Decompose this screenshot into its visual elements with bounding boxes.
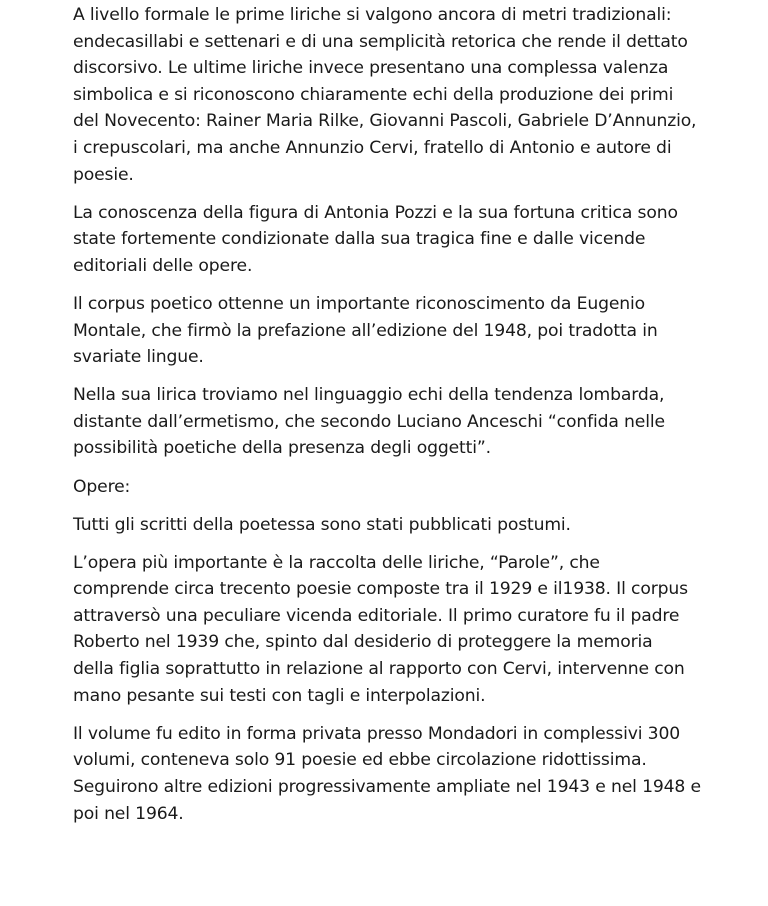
text-line: Tutti gli scritti della poetessa sono stati pubblicati postumi. [73,514,571,535]
text-line: discorsivo. Le ultime liriche invece presentano una complessa valenza [73,58,669,79]
text-line: Nella sua lirica troviamo nel linguaggio echi della tendenza lombarda, [73,385,665,406]
text-line: svariate lingue. [73,347,204,368]
text-line: endecasillabi e settenari e di una semplicità retorica che rende il dettato [73,31,688,52]
paragraph [73,550,713,710]
document-body [73,2,713,839]
text-line: Montale, che firmò la prefazione all’edizione del 1948, poi tradotta in [73,320,658,341]
text-line: editoriali delle opere. [73,255,253,276]
text-line: simbolica e si riconoscono chiaramente echi della produzione dei primi [73,84,674,105]
text-line: poesie. [73,164,134,185]
text-line: mano pesante sui testi con tagli e interpolazioni. [73,685,486,706]
text-line: Seguirono altre edizioni progressivamente ampliate nel 1943 e nel 1948 e [73,776,701,797]
text-line: distante dall’ermetismo, che secondo Luciano Anceschi “confida nelle [73,411,665,432]
text-line: state fortemente condizionate dalla sua tragica fine e dalle vicende [73,229,646,250]
text-line: volumi, conteneva solo 91 poesie ed ebbe circolazione ridottissima. [73,750,647,771]
text-line: Roberto nel 1939 che, spinto dal desiderio di proteggere la memoria [73,632,653,653]
paragraph [73,474,713,501]
text-line: La conoscenza della figura di Antonia Pozzi e la sua fortuna critica sono [73,202,678,223]
paragraph [73,2,713,188]
text-line: i crepuscolari, ma anche Annunzio Cervi, fratello di Antonio e autore di [73,137,672,158]
text-line: Il corpus poetico ottenne un importante riconoscimento da Eugenio [73,293,645,314]
text-line: poi nel 1964. [73,803,184,824]
paragraph [73,291,713,371]
paragraph [73,721,713,827]
text-line: Opere: [73,476,131,497]
text-line: possibilità poetiche della presenza degli oggetti”. [73,438,491,459]
text-line: del Novecento: Rainer Maria Rilke, Giovanni Pascoli, Gabriele D’Annunzio, [73,111,697,132]
text-line: A livello formale le prime liriche si valgono ancora di metri tradizionali: [73,5,672,25]
text-line: L’opera più importante è la raccolta delle liriche, “Parole”, che [73,552,600,573]
text-line: Il volume fu edito in forma privata presso Mondadori in complessivi 300 [73,723,681,744]
text-line: comprende circa trecento poesie composte tra il 1929 e il1938. Il corpus [73,579,688,600]
text-line: della figlia soprattutto in relazione al rapporto con Cervi, intervenne con [73,659,685,680]
text-line: attraversò una peculiare vicenda editoriale. Il primo curatore fu il padre [73,605,680,626]
paragraph [73,512,713,539]
paragraph [73,200,713,280]
paragraph [73,382,713,462]
